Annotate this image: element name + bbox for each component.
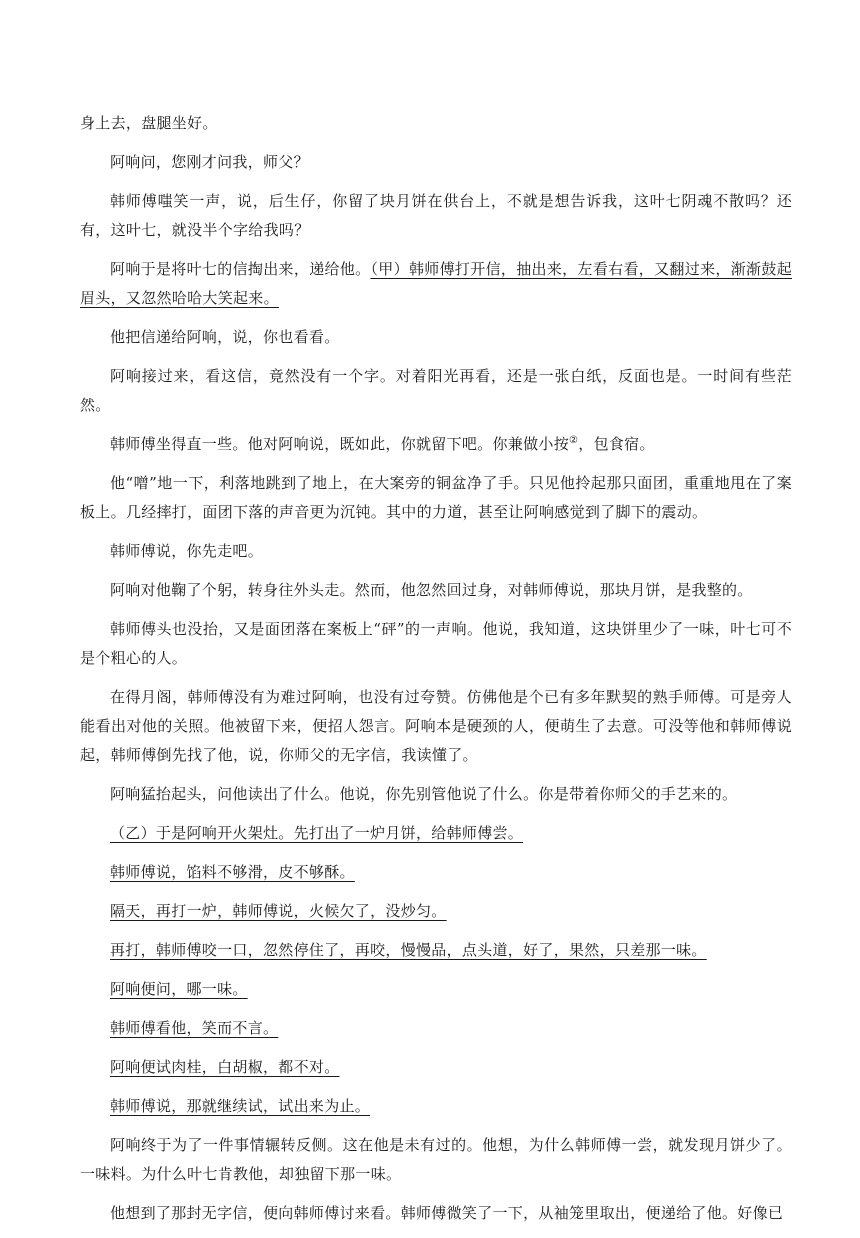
underlined-passage-yi: 韩师傅说，馅料不够滑，皮不够酥。 — [110, 863, 355, 881]
paragraph: 他把信递给阿响，说，你也看看。 — [110, 328, 340, 346]
underlined-passage-yi: 阿响便试肉桂，白胡椒，都不对。 — [110, 1058, 340, 1076]
paragraph: 在得月阁，韩师傅没有为难过阿响，也没有过夸赞。仿佛他是个已有多年默契的熟手师傅。可是旁人能看出对他的关照。他被留下来，便招人怨言。阿响本是硬颈的人，便萌生了去意。可没等他和韩师傅说起，韩师傅倒先找了他，说，你师父的无字信，我读懂了。 — [80, 688, 792, 764]
underlined-passage-yi: 韩师傅看他，笑而不言。 — [110, 1019, 279, 1037]
paragraph-with-underlined-passage-jia: 阿响于是将叶七的信掏出来，递给他。（甲）韩师傅打开信，抽出来，左看右看，又翻过来，渐渐鼓起眉头，又忽然哈哈大笑起来。 — [80, 260, 792, 307]
underlined-passage-yi: （乙）于是阿响开火架灶。先打出了一炉月饼，给韩师傅尝。 — [110, 824, 524, 842]
footnote-marker: ② — [569, 435, 579, 446]
underlined-passage-yi: 隔天，再打一炉，韩师傅说，火候欠了，没炒匀。 — [110, 902, 447, 920]
underlined-passage-yi: 韩师傅说，那就继续试，试出来为止。 — [110, 1097, 371, 1115]
paragraph: 身上去，盘腿坐好。 — [80, 114, 218, 132]
paragraph: 阿响接过来，看这信，竟然没有一个字。对着阳光再看，还是一张白纸，反面也是。一时间有些茫然。 — [80, 367, 792, 414]
paragraph: 他“噌”地一下，利落地跳到了地上，在大案旁的铜盆净了手。只见他拎起那只面团，重重地甩在了案板上。几经摔打，面团下落的声音更为沉钝。其中的力道，甚至让阿响感觉到了脚下的震动。 — [80, 474, 792, 521]
underlined-passage-jia: （甲）韩师傅打开信，抽出来，左看右看，又翻过来，渐渐鼓起眉头，又忽然哈哈大笑起来。 — [80, 260, 792, 307]
underlined-passage-yi: 再打，韩师傅咬一口，忽然停住了，再咬，慢慢品，点头道，好了，果然，只差那一味。 — [110, 941, 707, 959]
paragraph: 韩师傅嗤笑一声，说，后生仔，你留了块月饼在供台上，不就是想告诉我，这叶七阴魂不散吗？还有，这叶七，就没半个字给我吗？ — [80, 192, 792, 239]
paragraph: 阿响猛抬起头，问他读出了什么。他说，你先别管他说了什么。你是带着你师父的手艺来的。 — [110, 785, 738, 803]
paragraph: 阿响问，您刚才问我，师父？ — [110, 153, 309, 171]
paragraph: 阿响终于为了一件事情辗转反侧。这在他是未有过的。他想，为什么韩师傅一尝，就发现月饼少了。一味料。为什么叶七肯教他，却独留下那一味。 — [80, 1136, 792, 1183]
paragraph: 他想到了那封无字信，便向韩师傅讨来看。韩师傅微笑了一下，从袖笼里取出，便递给了他。好像已 — [110, 1204, 784, 1222]
paragraph: 韩师傅说，你先走吧。 — [110, 542, 264, 560]
underlined-passage-yi: 阿响便问，哪一味。 — [110, 980, 248, 998]
story-text — [80, 109, 792, 1238]
paragraph-with-footnote: 韩师傅坐得直一些。他对阿响说，既如此，你就留下吧。你兼做小按②，包食宿。 — [110, 435, 655, 453]
paragraph: 韩师傅头也没抬，又是面团落在案板上“砰”的一声响。他说，我知道，这块饼里少了一味，叶七可不是个粗心的人。 — [80, 620, 792, 667]
paragraph: 阿响对他鞠了个躬，转身往外头走。然而，他忽然回过身，对韩师傅说，那块月饼，是我整的。 — [110, 581, 753, 599]
